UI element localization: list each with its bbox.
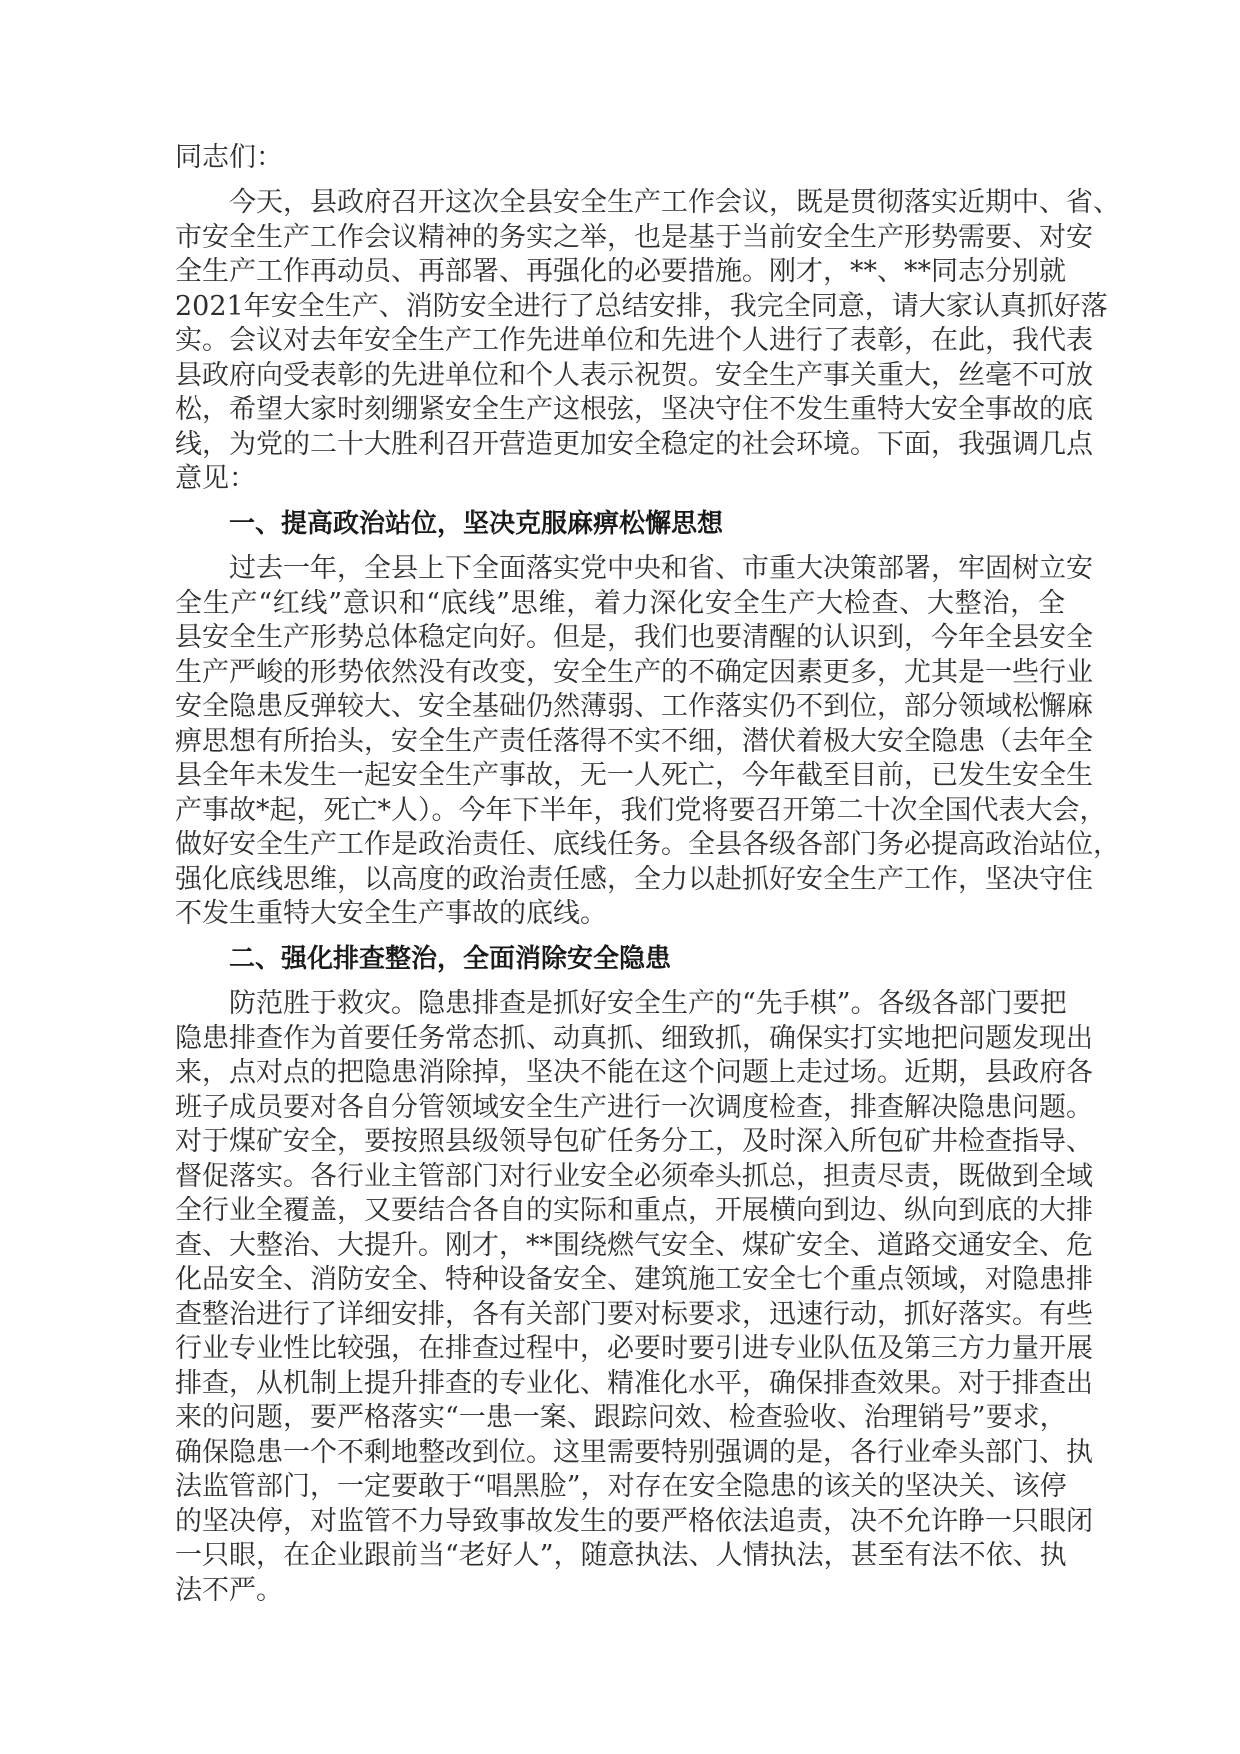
text-line: 法监管部门，一定要敢于“唱黑脸”，对存在安全隐患的该关的坚决关、该停 — [175, 1471, 1067, 1502]
paragraph-intro — [175, 186, 1120, 497]
text-line: 防范胜于救灾。隐患排查是抓好安全生产的“先手棋”。各级各部门要把 — [229, 988, 1067, 1019]
text-line: 安全隐患反弹较大、安全基础仍然薄弱、工作落实仍不到位，部分领域松懈麻 — [175, 691, 1093, 722]
text-line: 行业专业性比较强，在排查过程中，必要时要引进专业队伍及第三方力量开展 — [175, 1333, 1093, 1364]
text-line: 确保隐患一个不剩地整改到位。这里需要特别强调的是，各行业牵头部门、执 — [175, 1436, 1093, 1468]
salutation — [175, 141, 1065, 176]
text-line: 来，点对点的把隐患消除掉，坚决不能在这个问题上走过场。近期，县政府各 — [175, 1057, 1093, 1088]
text-line: 痹思想有所抬头，安全生产责任落得不实不细，潜伏着极大安全隐患（去年全 — [175, 725, 1093, 757]
paragraph-section-2 — [175, 987, 1093, 1608]
text-line: 法不严。 — [175, 1574, 283, 1606]
text-line: 县全年未发生一起安全生产事故，无一人死亡，今年截至目前，已发生安全生 — [175, 760, 1093, 791]
text-line: 意见： — [175, 463, 256, 494]
text-line: 班子成员要对各自分管领域安全生产进行一次调度检查，排查解决隐患问题。 — [175, 1091, 1093, 1123]
text-line: 来的问题，要严格落实“一患一案、跟踪问效、检查验收、治理销号”要求， — [175, 1402, 1067, 1433]
text-line: 强化底线思维，以高度的政治责任感，全力以赴抓好安全生产工作，坚决守住 — [175, 863, 1093, 895]
text-line: 一只眼，在企业跟前当“老好人”，随意执法、人情执法，甚至有法不依、执 — [175, 1540, 1067, 1571]
section-heading-1: 一、提高政治站位，坚决克服麻痹松懈思想 — [229, 509, 724, 539]
text-line: 不发生重特大安全生产事故的底线。 — [175, 898, 607, 929]
text-line: 查、大整治、大提升。刚才，**围绕燃气安全、煤矿安全、道路交通安全、危 — [175, 1229, 1093, 1261]
text-line: 线，为党的二十大胜利召开营造更加安全稳定的社会环境。下面，我强调几点 — [175, 428, 1093, 460]
paragraph-section-1 — [175, 552, 1120, 932]
text-line: 全生产工作再动员、再部署、再强化的必要措施。刚才，**、**同志分别就 — [175, 256, 1066, 287]
text-line: 县安全生产形势总体稳定向好。但是，我们也要清醒的认识到，今年全县安全 — [175, 622, 1093, 653]
salutation-text: 同志们： — [175, 142, 283, 173]
text-line: 隐患排查作为首要任务常态抓、动真抓、细致抓，确保实打实地把问题发现出 — [175, 1022, 1093, 1054]
text-line: 实。会议对去年安全生产工作先进单位和先进个人进行了表彰，在此，我代表 — [175, 325, 1093, 356]
text-line: 过去一年，全县上下全面落实党中央和省、市重大决策部署，牢固树立安 — [229, 553, 1093, 584]
text-line: 督促落实。各行业主管部门对行业安全必须牵头抓总，担责尽责，既做到全域 — [175, 1160, 1093, 1192]
text-line: 全行业全覆盖，又要结合各自的实际和重点，开展横向到边、纵向到底的大排 — [175, 1195, 1093, 1226]
text-line: 今天，县政府召开这次全县安全生产工作会议，既是贯彻落实近期中、省、 — [229, 187, 1120, 218]
document-page — [175, 141, 1120, 1619]
text-line: 市安全生产工作会议精神的务实之举，也是基于当前安全生产形势需要、对安 — [175, 221, 1093, 253]
section-heading-2: 二、强化排查整治，全面消除安全隐患 — [229, 944, 672, 974]
text-line: 2021年安全生产、消防安全进行了总结安排，我完全同意，请大家认真抓好落 — [175, 290, 1108, 322]
text-line: 的坚决停，对监管不力导致事故发生的要严格依法追责，决不允许睁一只眼闭 — [175, 1505, 1093, 1537]
text-line: 排查，从机制上提升排查的专业化、精准化水平，确保排查效果。对于排查出 — [175, 1367, 1093, 1399]
text-line: 县政府向受表彰的先进单位和个人表示祝贺。安全生产事关重大，丝毫不可放 — [175, 359, 1093, 391]
text-line: 生产严峻的形势依然没有改变，安全生产的不确定因素更多，尤其是一些行业 — [175, 656, 1093, 688]
text-line: 查整治进行了详细安排，各有关部门要对标要求，迅速行动，抓好落实。有些 — [175, 1298, 1093, 1330]
text-line: 化品安全、消防安全、特种设备安全、建筑施工安全七个重点领域，对隐患排 — [175, 1264, 1093, 1295]
text-line: 对于煤矿安全，要按照县级领导包矿任务分工，及时深入所包矿井检查指导、 — [175, 1126, 1093, 1157]
text-line: 松，希望大家时刻绷紧安全生产这根弦，坚决守住不发生重特大安全事故的底 — [175, 394, 1093, 425]
text-line: 做好安全生产工作是政治责任、底线任务。全县各级各部门务必提高政治站位， — [175, 829, 1120, 860]
text-line: 产事故*起，死亡*人）。今年下半年，我们党将要召开第二十次全国代表大会， — [175, 794, 1107, 826]
text-line: 全生产“红线”意识和“底线”思维，着力深化安全生产大检查、大整治，全 — [175, 587, 1065, 619]
